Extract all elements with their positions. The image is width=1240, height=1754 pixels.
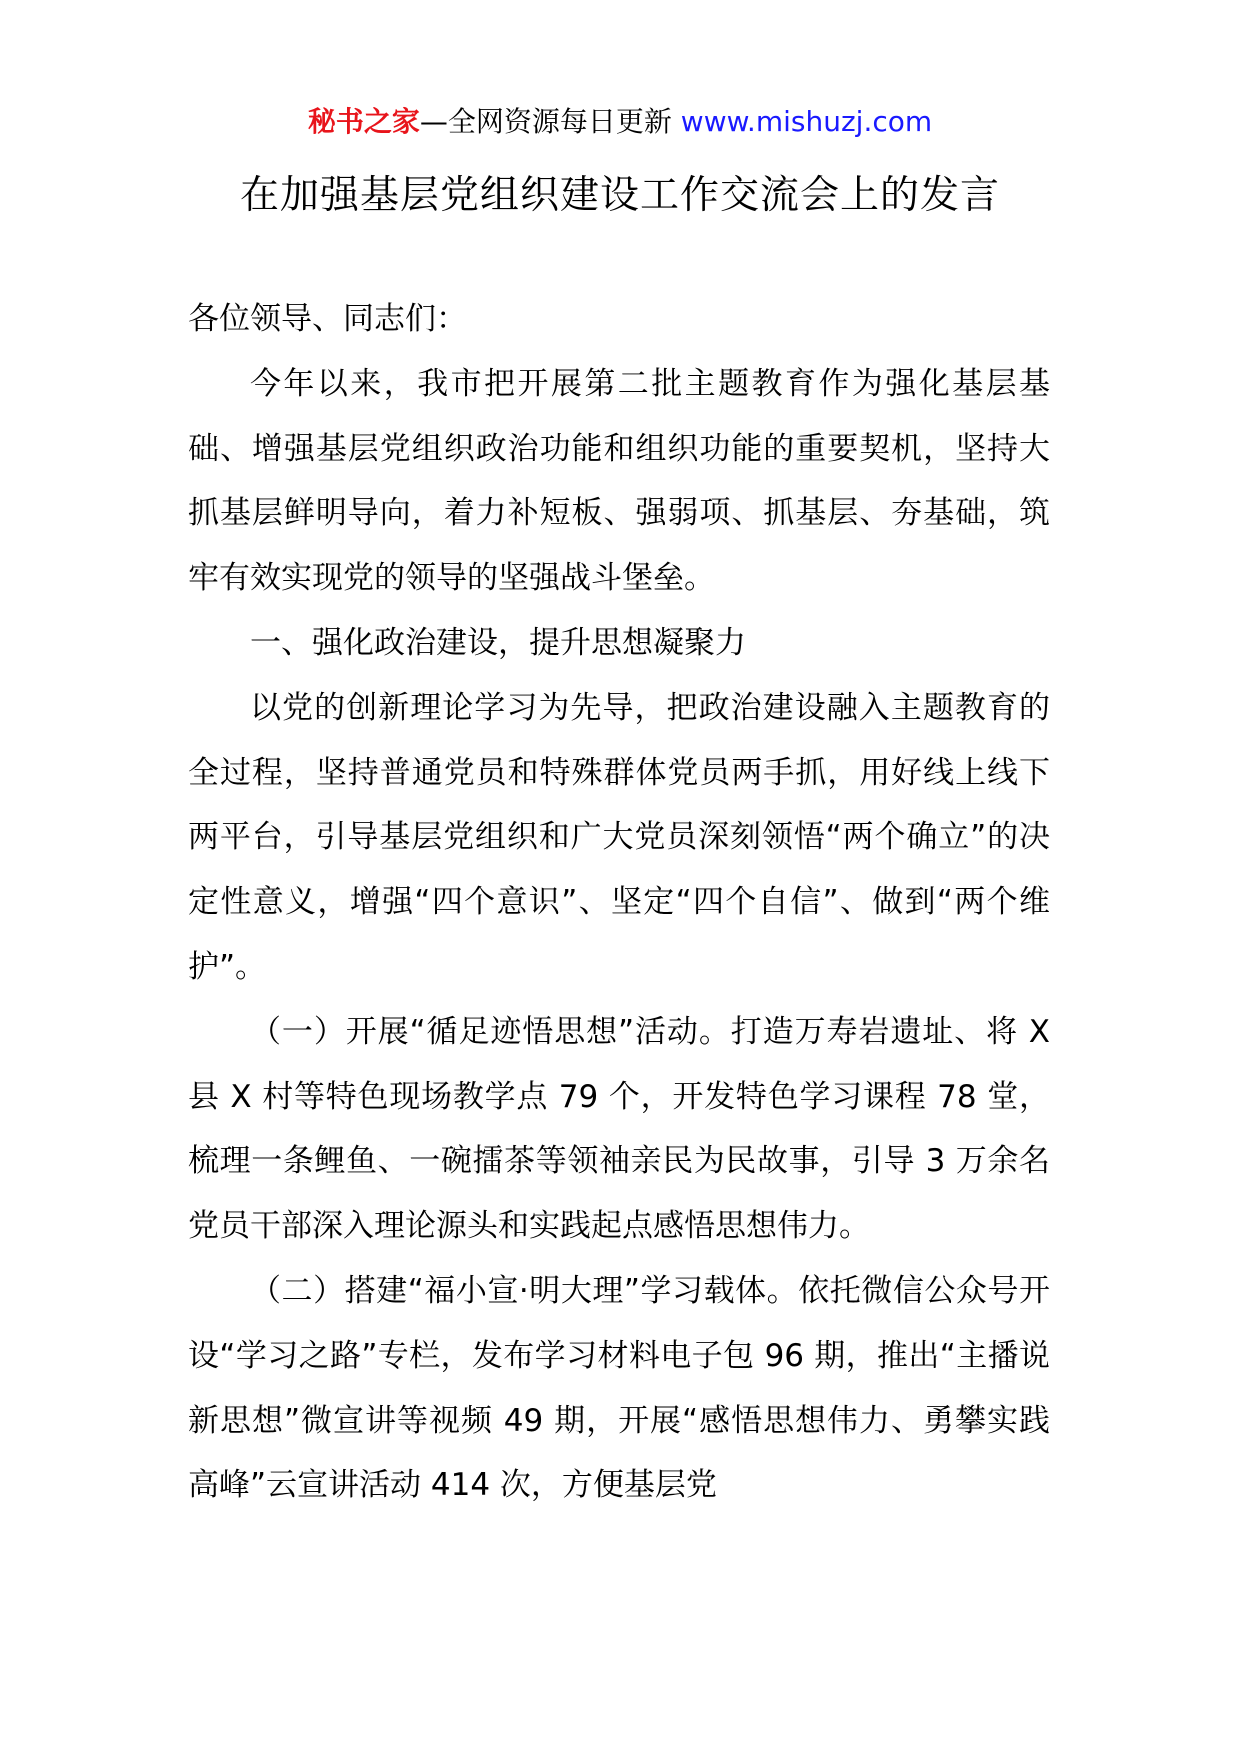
site-header: [0, 102, 1240, 142]
header-tagline: —全网资源每日更新: [419, 105, 672, 138]
document-body: [188, 287, 1050, 1518]
salutation: 各位领导、同志们：: [188, 301, 467, 337]
paragraph-section-1: 以党的创新理论学习为先导，把政治建设融入主题教育的全过程，坚持普通党员和特殊群体党员两手抓，用好线上线下两平台，引导基层党组织和广大党员深刻领悟“两个确立”的决定性意义，增强“四个意识”、坚定“四个自信”、做到“两个维护”。: [188, 689, 1050, 985]
document-title: 在加强基层党组织建设工作交流会上的发言: [239, 173, 1000, 218]
paragraph-item-1: （一）开展“循足迹悟思想”活动。打造万寿岩遗址、将 X 县 X 村等特色现场教学点 79 个，开发特色学习课程 78 堂，梳理一条鲤鱼、一碗擂茶等领袖亲民为民故事，引导 3 万余名党员干部深入理论源头和实践起点感悟思想伟力。: [188, 1013, 1050, 1245]
paragraph-item-2: （二）搭建“福小宣·明大理”学习载体。依托微信公众号开设“学习之路”专栏，发布学习材料电子包 96 期，推出“主播说新思想”微宣讲等视频 49 期，开展“感悟思想伟力、勇攀实践高峰”云宣讲活动 414 次，方便基层党: [188, 1272, 1050, 1504]
brand-name: 秘书之家: [307, 105, 420, 138]
section-heading-1: 一、强化政治建设，提升思想凝聚力: [250, 624, 746, 661]
paragraph-intro: 今年以来，我市把开展第二批主题教育作为强化基层基础、增强基层党组织政治功能和组织功能的重要契机，坚持大抓基层鲜明导向，着力补短板、强弱项、抓基层、夯基础，筑牢有效实现党的领导的坚强战斗堡垒。: [188, 365, 1050, 597]
site-url-link[interactable]: www.mishuzj.com: [680, 105, 933, 138]
